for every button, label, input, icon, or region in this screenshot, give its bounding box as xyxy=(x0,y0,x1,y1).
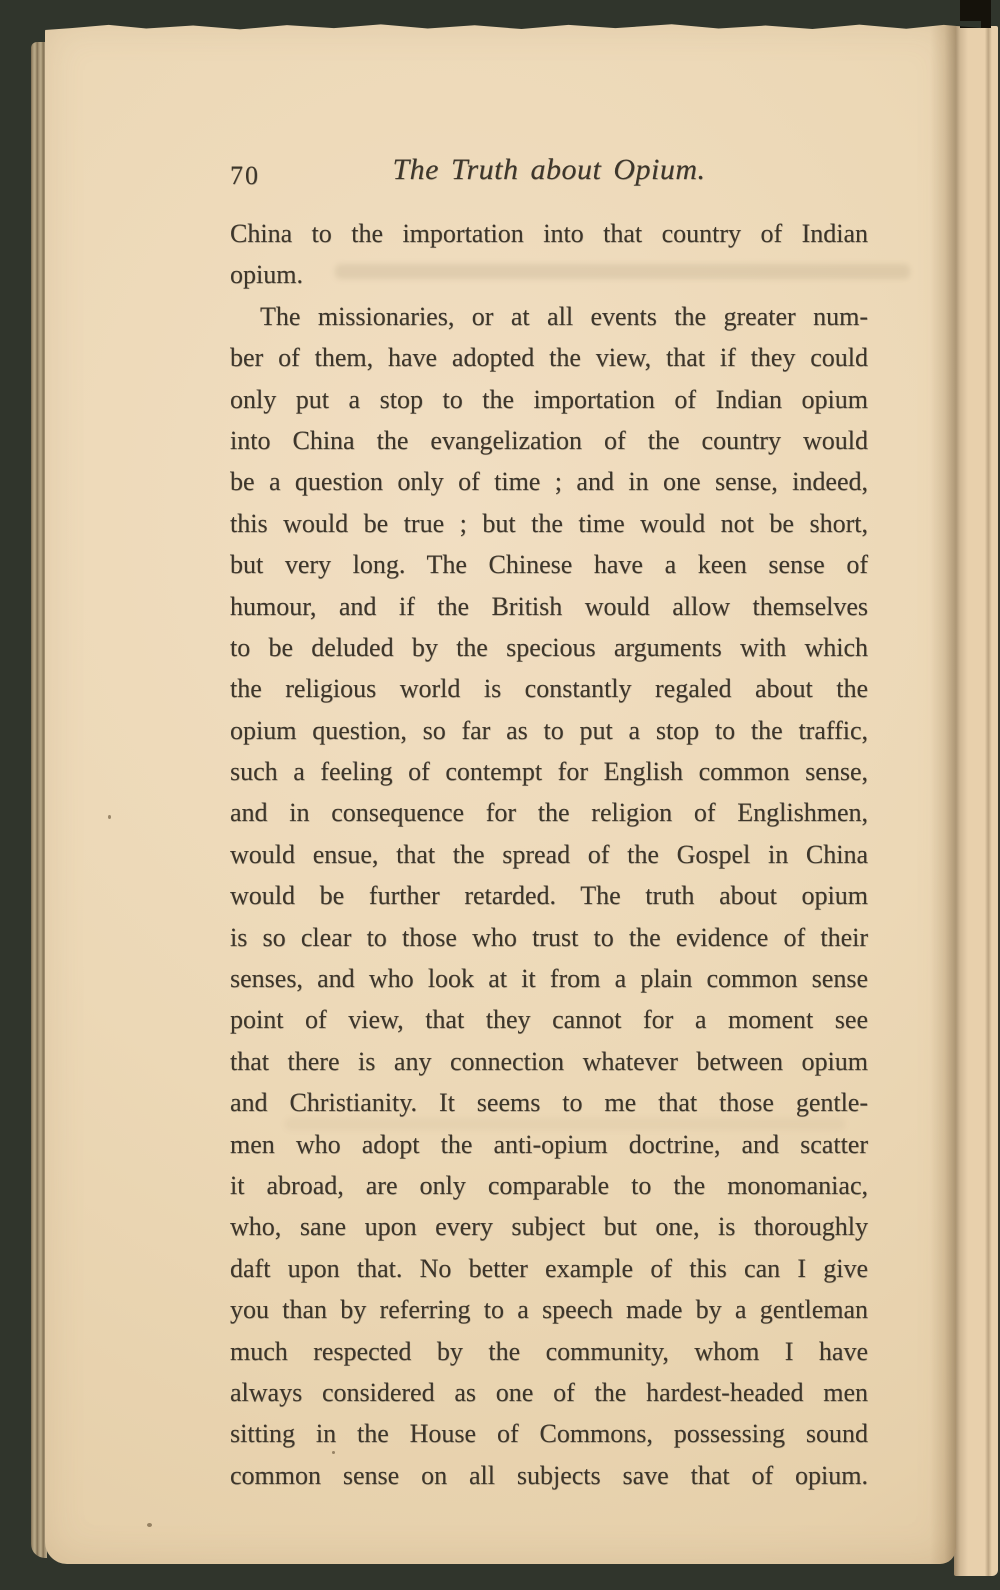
page-crease-shadow xyxy=(930,22,956,1564)
body-line: would be further retarded. The truth about opium xyxy=(230,881,868,911)
body-line: this would be true ; but the time would not be short, xyxy=(230,508,868,538)
body-line: would ensue, that the spread of the Gospel in China xyxy=(230,839,868,869)
running-title: The Truth about Opium. xyxy=(392,153,706,186)
body-line: China to the importation into that country of Indian xyxy=(230,219,868,248)
deckle-top-edge xyxy=(43,21,981,34)
body-line: ber of them, have adopted the view, that if they could xyxy=(230,343,868,373)
body-line: you than by referring to a speech made by a gentleman xyxy=(230,1295,868,1325)
foxing-speck xyxy=(108,815,111,819)
body-line: daft upon that. No better example of this can I give xyxy=(230,1253,868,1283)
body-line: and in consequence for the religion of Englishmen, xyxy=(230,798,868,828)
body-line: and Christianity. It seems to me that those gentle- xyxy=(230,1088,868,1118)
body-line: it abroad, are only comparable to the monomaniac, xyxy=(230,1170,868,1200)
body-line: sitting in the House of Commons, possessing sound xyxy=(230,1419,868,1449)
body-line: be a question only of time ; and in one sense, indeed, xyxy=(230,467,868,497)
body-line: into China the evangelization of the country would xyxy=(230,425,868,455)
body-line: to be deluded by the specious arguments with which xyxy=(230,632,868,662)
body-line: senses, and who look at it from a plain common sense xyxy=(230,964,868,994)
body-line: but very long. The Chinese have a keen sense of xyxy=(230,550,868,580)
body-line: The missionaries, or at all events the greater num- xyxy=(260,301,868,331)
body-line: opium. xyxy=(230,260,303,290)
body-line: much respected by the community, whom I have xyxy=(230,1336,868,1366)
body-line: point of view, that they cannot for a moment see xyxy=(230,1005,868,1035)
body-line: always considered as one of the hardest-headed men xyxy=(230,1377,868,1407)
text-block xyxy=(230,213,868,1496)
body-line: common sense on all subjects save that of opium. xyxy=(230,1460,868,1490)
book-page xyxy=(45,22,956,1564)
page-header xyxy=(230,153,868,199)
body-line: humour, and if the British would allow themselves xyxy=(230,591,868,621)
next-page-edge xyxy=(954,26,998,1576)
body-line: opium question, so far as to put a stop to the traffic, xyxy=(230,715,868,745)
body-line: that there is any connection whatever between opium xyxy=(230,1046,868,1076)
page-number: 70 xyxy=(230,161,260,190)
body-line: men who adopt the anti-opium doctrine, and scatter xyxy=(230,1129,868,1159)
body-line: is so clear to those who trust to the evidence of their xyxy=(230,922,868,952)
body-line: only put a stop to the importation of Indian opium xyxy=(230,384,868,414)
body-line: such a feeling of contempt for English common sense, xyxy=(230,757,868,787)
foxing-speck xyxy=(147,1523,152,1527)
body-line: who, sane upon every subject but one, is thoroughly xyxy=(230,1212,868,1242)
body-line: the religious world is constantly regaled about the xyxy=(230,674,868,704)
